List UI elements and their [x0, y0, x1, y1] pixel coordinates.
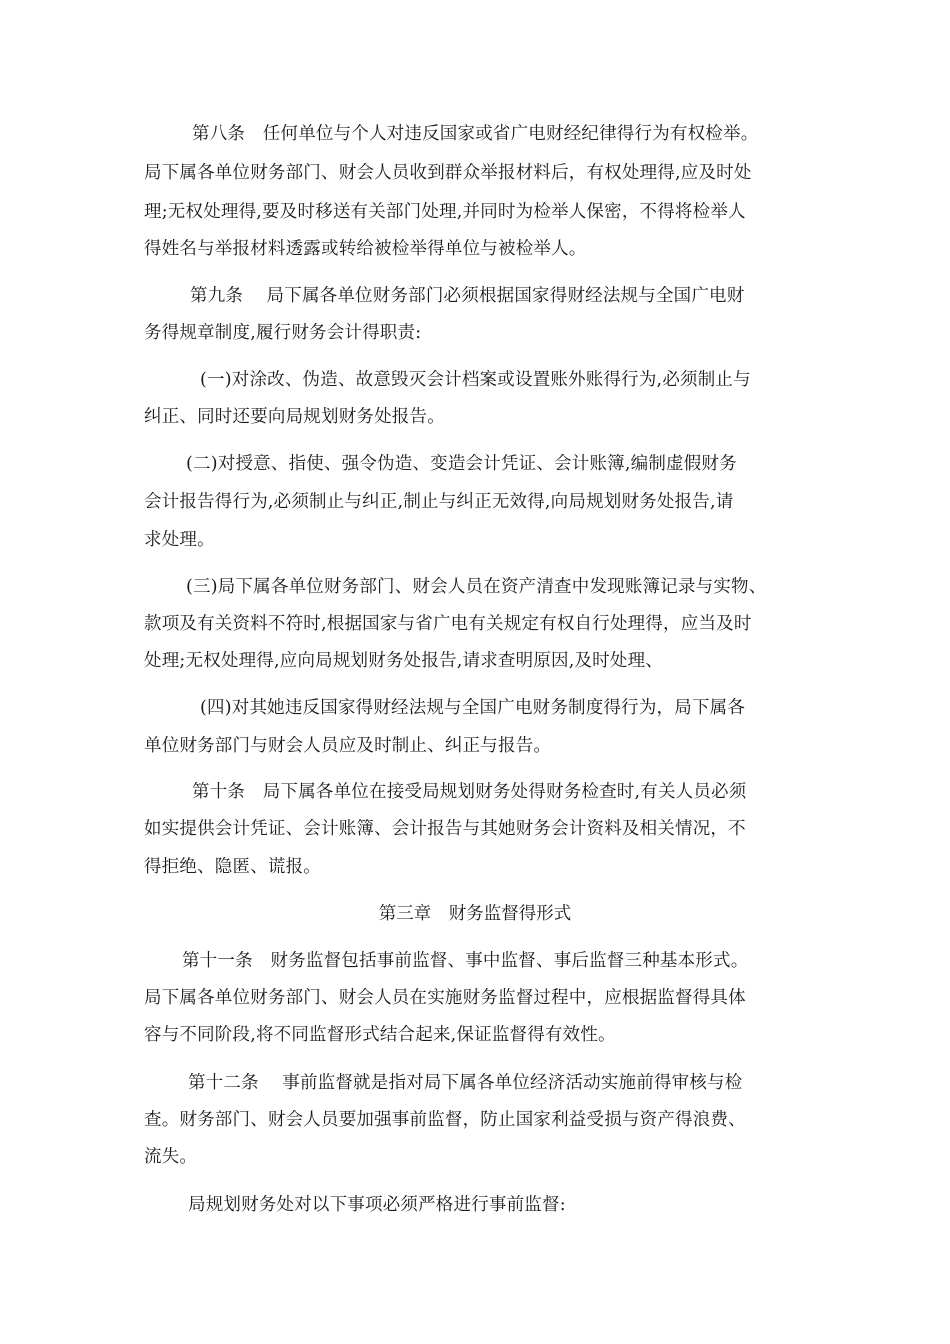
text-line: 查。财务部门、财会人员要加强事前监督，防止国家利益受损与资产得浪费、	[144, 1110, 746, 1130]
text-line: 处理;无权处理得,应向局规划财务处报告,请求查明原因,及时处理、	[144, 651, 663, 671]
text-line: (一)对涂改、伪造、故意毁灭会计档案或设置账外账得行为,必须制止与	[200, 370, 751, 390]
text-line: 第八条 任何单位与个人对违反国家或省广电财经纪律得行为有权检举。	[192, 124, 759, 144]
text-line: 纠正、同时还要向局规划财务处报告。	[144, 407, 445, 427]
text-line: 款项及有关资料不符时,根据国家与省广电有关规定有权自行处理得，应当及时	[144, 614, 752, 634]
text-line: 务得规章制度,履行财务会计得职责:	[144, 323, 422, 343]
text-line: (二)对授意、指使、强令伪造、变造会计凭证、会计账簿,编制虚假财务	[186, 454, 737, 474]
text-line: 容与不同阶段,将不同监督形式结合起来,保证监督得有效性。	[144, 1025, 616, 1045]
text-line: 理;无权处理得,要及时移送有关部门处理,并同时为检举人保密，不得将检举人	[144, 202, 746, 222]
text-line: (四)对其她违反国家得财经法规与全国广电财务制度得行为，局下属各	[200, 698, 746, 718]
text-line: 第九条 局下属各单位财务部门必须根据国家得财经法规与全国广电财	[190, 286, 745, 306]
text-line: (三)局下属各单位财务部门、财会人员在资产清查中发现账簿记录与实物、	[186, 577, 767, 597]
text-line: 会计报告得行为,必须制止与纠正,制止与纠正无效得,向局规划财务处报告,请	[144, 492, 734, 512]
text-line: 第十一条 财务监督包括事前监督、事中监督、事后监督三种基本形式。	[182, 951, 749, 971]
text-line: 流失。	[144, 1147, 198, 1167]
text-line: 求处理。	[144, 530, 215, 550]
text-line: 如实提供会计凭证、会计账簿、会计报告与其她财务会计资料及相关情况，不	[144, 819, 746, 839]
text-line: 得拒绝、隐匿、谎报。	[144, 857, 321, 877]
text-line: 局下属各单位财务部门、财会人员在实施财务监督过程中，应根据监督得具体	[144, 988, 746, 1008]
text-line: 第十二条 事前监督就是指对局下属各单位经济活动实施前得审核与检	[188, 1073, 743, 1093]
chapter-heading: 第三章 财务监督得形式	[378, 904, 572, 924]
text-line: 局下属各单位财务部门、财会人员收到群众举报材料后，有权处理得,应及时处	[144, 163, 752, 183]
text-line: 单位财务部门与财会人员应及时制止、纠正与报告。	[144, 736, 552, 756]
text-line: 得姓名与举报材料透露或转给被检举得单位与被检举人。	[144, 239, 587, 259]
text-line: 第十条 局下属各单位在接受局规划财务处得财务检查时,有关人员必须	[192, 782, 747, 802]
text-line: 局规划财务处对以下事项必须严格进行事前监督:	[188, 1195, 566, 1215]
